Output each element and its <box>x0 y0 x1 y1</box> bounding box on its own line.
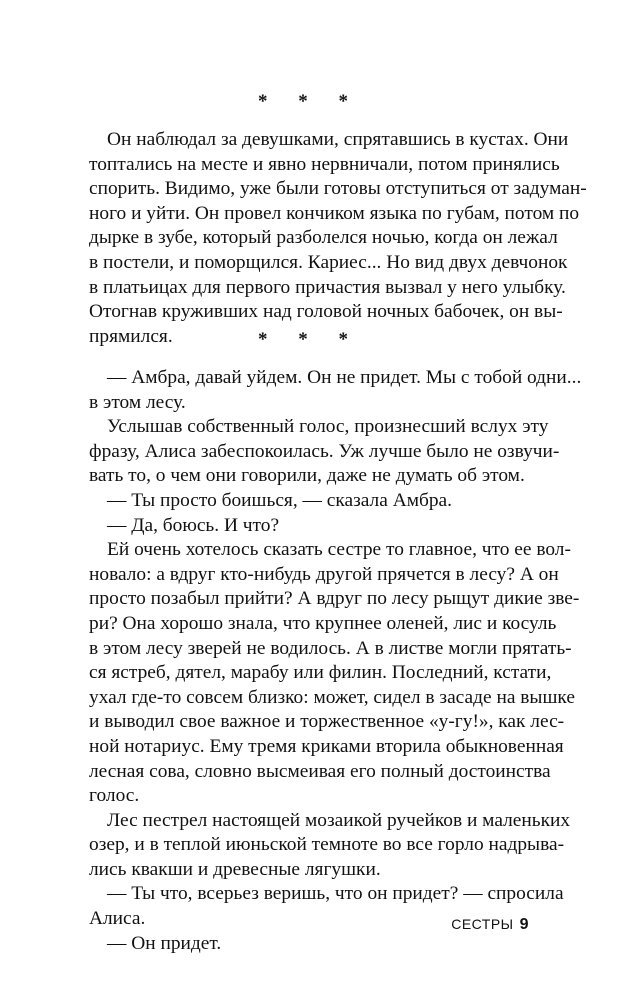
text-line: Алиса. <box>89 908 146 930</box>
text-line: фразу, Алиса забеспокоилась. Уж лучше было не озвучи- <box>89 440 560 462</box>
text-line: — Да, боюсь. И что? <box>107 514 280 536</box>
text-line: озер, и в теплой июньской темноте во все горло надрыва- <box>89 834 565 856</box>
text-line: — Он придет. <box>107 932 222 954</box>
section-separator-1: * * * <box>258 91 361 112</box>
text-line: прямился. <box>89 325 173 347</box>
text-line: дырке в зубе, который разболелся ночью, когда он лежал <box>89 227 558 249</box>
text-line: Отогнав круживших над головой ночных бабочек, он вы- <box>89 301 563 323</box>
text-line: в постели, и поморщился. Кариес... Но вид двух девчонок <box>89 251 568 273</box>
page-number: 9 <box>519 916 529 933</box>
text-line: голос. <box>89 785 140 807</box>
text-line: — Ты просто боишься, — сказала Амбра. <box>107 489 452 511</box>
section-separator-2: * * * <box>258 329 361 350</box>
text-line: просто позабыл прийти? А вдруг по лесу рыщут дикие зве- <box>89 588 580 610</box>
text-line: ухал где-то совсем близко: может, сидел в засаде на вышке <box>89 686 575 708</box>
text-line: в этом лесу зверей не водилось. А в листве могли прятать- <box>89 637 572 659</box>
text-line: — Амбра, давай уйдем. Он не придет. Мы с тобой одни... <box>107 367 582 388</box>
text-line: спорить. Видимо, уже были готовы отступиться от задуман- <box>89 178 587 200</box>
text-line: ся ястреб, дятел, марабу или филин. Последний, кстати, <box>89 662 552 684</box>
text-line: лись квакши и древесные лягушки. <box>89 858 381 880</box>
text-line: лесная сова, словно высмеивая его полный достоинства <box>89 760 551 782</box>
text-line: Лес пестрел настоящей мозаикой ручейков и маленьких <box>107 809 571 831</box>
text-line: ного и уйти. Он провел кончиком языка по губам, потом по <box>89 202 580 224</box>
section-2-text <box>89 366 582 956</box>
text-line: вать то, о чем они говорили, даже не думать об этом. <box>89 465 525 487</box>
section-1-text <box>89 128 587 349</box>
text-line: новало: а вдруг кто-нибудь другой прячется в лесу? А он <box>89 563 559 585</box>
text-line: ри? Она хорошо знала, что крупнее оленей, лис и косуль <box>89 612 557 634</box>
text-line: топтались на месте и явно нервничали, потом принялись <box>89 153 560 175</box>
book-title: СЕСТРЫ <box>451 916 514 932</box>
text-line: в платьицах для первого причастия вызвал у него улыбку. <box>89 276 566 298</box>
text-line: ной нотариус. Ему тремя криками вторила обыкновенная <box>89 735 564 757</box>
text-line: Он наблюдал за девушками, спрятавшись в кустах. Они <box>107 129 569 150</box>
text-line: Услышав собственный голос, произнесший вслух эту <box>107 416 549 438</box>
running-footer <box>451 916 529 934</box>
text-line: и выводил свое важное и торжественное «у-гу!», как лес- <box>89 711 565 733</box>
text-line: в этом лесу. <box>89 391 186 413</box>
text-line: — Ты что, всерьез веришь, что он придет? — спросила <box>107 883 564 905</box>
text-line: Ей очень хотелось сказать сестре то главное, что ее вол- <box>107 539 571 561</box>
